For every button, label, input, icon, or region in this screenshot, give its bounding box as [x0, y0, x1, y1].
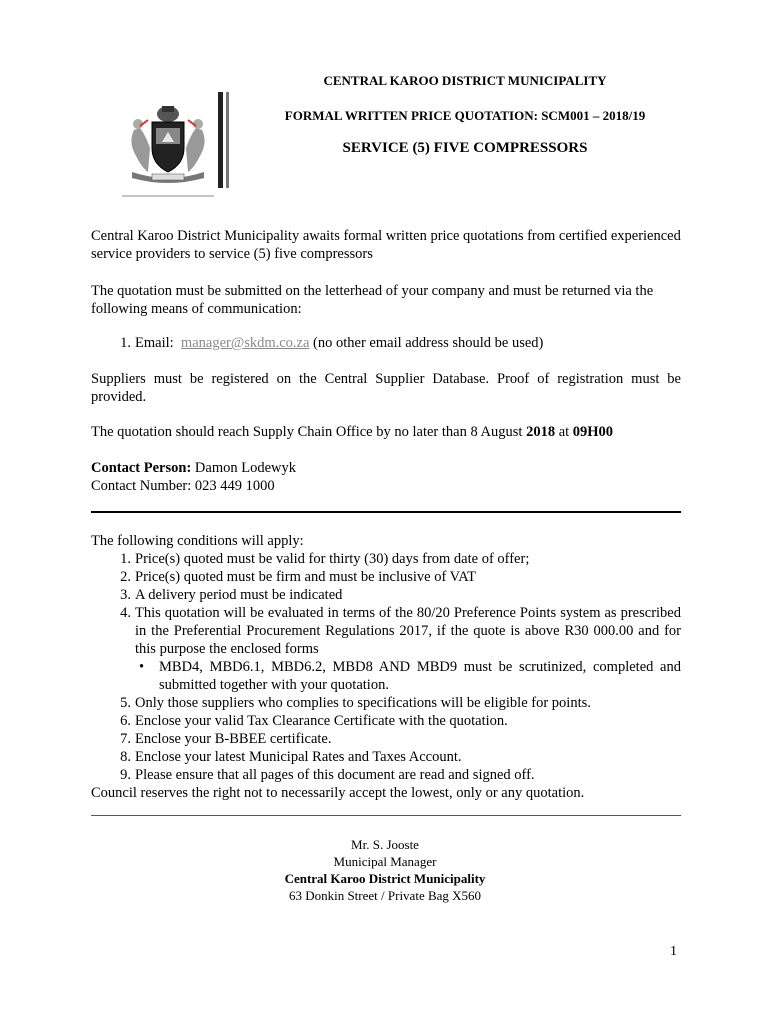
- condition-number: 1.: [120, 551, 131, 567]
- deadline-at: at: [555, 424, 573, 440]
- condition-number: 8.: [120, 749, 131, 765]
- email-note: (no other email address should be used): [313, 335, 544, 351]
- condition-number: 9.: [120, 767, 131, 783]
- municipal-crest: [118, 88, 236, 200]
- condition-number: 2.: [120, 569, 131, 585]
- condition-text: Price(s) quoted must be firm and must be inclusive of VAT: [135, 569, 476, 585]
- signatory-address: 63 Donkin Street / Private Bag X560: [288, 888, 482, 903]
- condition-item: [91, 712, 681, 730]
- condition-number: 6.: [120, 713, 131, 729]
- condition-item: [91, 730, 681, 748]
- condition-number: 5.: [120, 695, 131, 711]
- condition-text: This quotation will be evaluated in terms of the 80/20 Preference Points system as prescribed in the Preferential Procurement Regulations 2017, if the quote is above R30 000.00 and for this purpose the enclosed forms: [135, 605, 681, 657]
- contact-person: [91, 459, 681, 477]
- condition-text: Please ensure that all pages of this document are read and signed off.: [135, 767, 535, 783]
- condition-text: Enclose your B-BBEE certificate.: [135, 731, 332, 747]
- condition-item: [91, 550, 681, 568]
- deadline-year: 2018: [526, 424, 556, 440]
- condition-item: [91, 766, 681, 784]
- contact-number: Contact Number: 023 449 1000: [91, 478, 275, 494]
- quotation-title: FORMAL WRITTEN PRICE QUOTATION: SCM001 – 2018/19: [284, 108, 646, 123]
- condition-text: Enclose your latest Municipal Rates and Taxes Account.: [135, 749, 462, 765]
- deadline-paragraph: [91, 423, 681, 441]
- service-title: SERVICE (5) FIVE COMPRESSORS: [342, 140, 588, 156]
- signatory-org: Central Karoo District Municipality: [284, 871, 486, 886]
- condition-item: [91, 748, 681, 766]
- bullet-symbol: •: [139, 659, 145, 675]
- footer-divider: [91, 815, 681, 816]
- council-statement: Council reserves the right not to necessarily accept the lowest, only or any quotation.: [91, 785, 585, 801]
- condition-item: [91, 694, 681, 712]
- deadline-text: The quotation should reach Supply Chain Office by no later than 8 August: [91, 424, 527, 440]
- contact-name: Damon Lodewyk: [191, 460, 296, 476]
- bullet-text: MBD4, MBD6.1, MBD6.2, MBD8 AND MBD9 must be scrutinized, completed and submitted together with your quotation.: [159, 659, 681, 693]
- deadline-time: 09H00: [572, 424, 614, 440]
- condition-text: Price(s) quoted must be valid for thirty (30) days from date of offer;: [135, 551, 530, 567]
- signatory-title: Municipal Manager: [333, 854, 437, 869]
- condition-text: Only those suppliers who complies to specifications will be eligible for points.: [135, 695, 591, 711]
- intro-paragraph: Central Karoo District Municipality awaits formal written price quotations from certified experienced service providers to service (5) five compressors: [91, 228, 681, 262]
- submission-paragraph: The quotation must be submitted on the letterhead of your company and must be returned via the following means of communication:: [91, 283, 654, 317]
- condition-number: 4.: [120, 605, 131, 621]
- section-divider: [91, 511, 681, 513]
- email-item-number: 1.: [120, 335, 131, 351]
- suppliers-paragraph: Suppliers must be registered on the Central Supplier Database. Proof of registration must be provided.: [91, 371, 681, 405]
- condition-number: 3.: [120, 587, 131, 603]
- email-link[interactable]: manager@skdm.co.za: [180, 335, 310, 351]
- condition-item: [91, 604, 681, 658]
- org-heading: CENTRAL KAROO DISTRICT MUNICIPALITY: [323, 73, 607, 88]
- signatory-name: Mr. S. Jooste: [351, 837, 419, 852]
- email-label: Email:: [135, 335, 174, 351]
- condition-number: 7.: [120, 731, 131, 747]
- contact-label: Contact Person:: [91, 460, 192, 476]
- condition-item: [91, 568, 681, 586]
- page-number: 1: [670, 944, 677, 959]
- condition-text: A delivery period must be indicated: [135, 587, 343, 603]
- conditions-intro: The following conditions will apply:: [91, 533, 304, 549]
- condition-item: [91, 586, 681, 604]
- condition-text: Enclose your valid Tax Clearance Certificate with the quotation.: [135, 713, 508, 729]
